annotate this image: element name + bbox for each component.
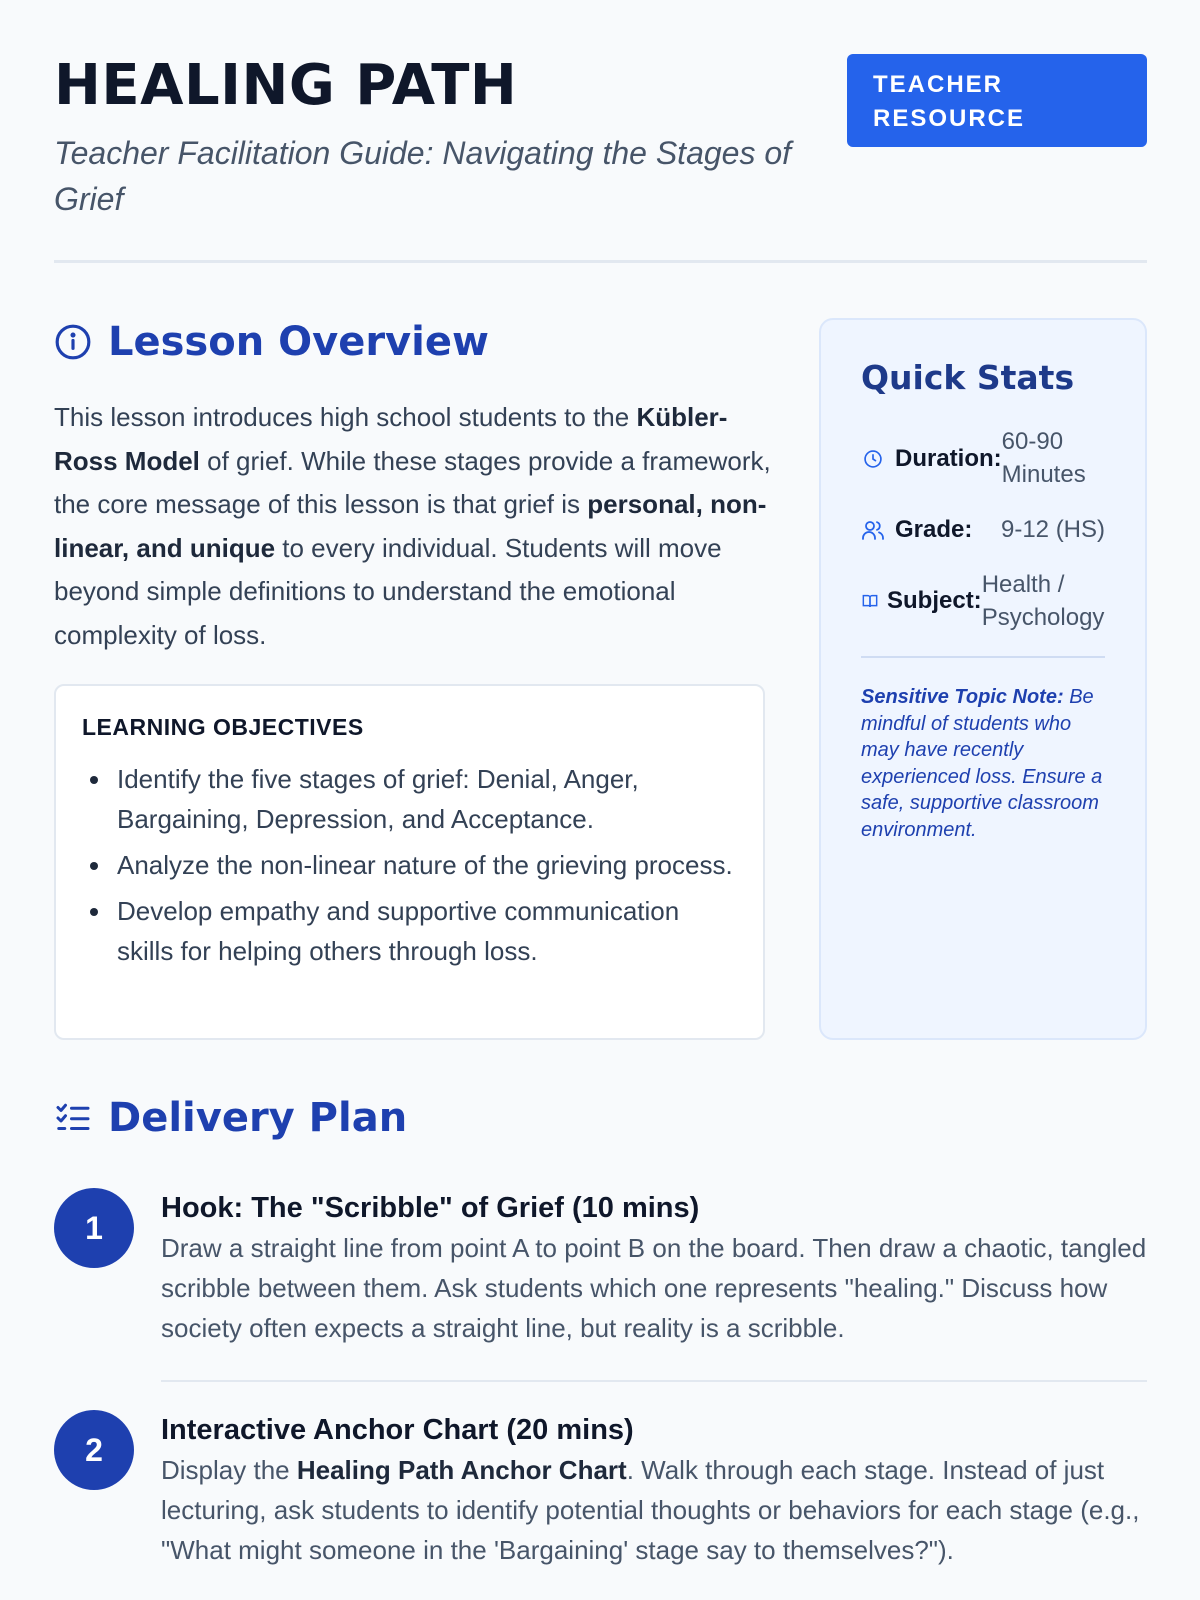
delivery-step	[54, 1410, 1147, 1580]
page	[54, 0, 1147, 1600]
overview-bold-model: Kübler-Ross Model	[54, 402, 728, 476]
sensitive-topic-note	[861, 684, 1105, 843]
step-number: 2	[54, 1410, 134, 1490]
page-header	[54, 53, 1147, 217]
objective-item: Develop empathy and supportive communication skills for helping others through loss.	[82, 891, 737, 971]
note-label: Sensitive Topic Note:	[861, 686, 1064, 708]
overview-bold-unique: personal, non-linear, and unique	[54, 489, 767, 563]
overview-text-1: This lesson introduces high school students to the	[54, 402, 637, 432]
objective-item: Identify the five stages of grief: Denial, Anger, Bargaining, Depression, and Acceptance.	[82, 759, 737, 839]
stat-grade	[861, 513, 1105, 546]
stat-duration	[861, 427, 1105, 491]
step-body	[161, 1188, 1147, 1348]
overview-heading: Lesson Overview	[108, 319, 489, 365]
overview-text-2: of grief. While these stages provide a framework, the core message of this lesson is that grief is	[54, 445, 771, 519]
delivery-heading-row	[54, 1094, 407, 1142]
step-text-bold: Healing Path Anchor Chart	[296, 1455, 627, 1485]
stats-divider	[861, 656, 1105, 658]
step-body	[161, 1410, 1147, 1570]
step-number: 1	[54, 1188, 134, 1268]
step-text	[161, 1450, 1147, 1570]
objectives-title: LEARNING OBJECTIVES	[82, 714, 364, 740]
book-icon	[861, 589, 879, 613]
stat-subject	[861, 568, 1105, 634]
step-divider	[161, 1380, 1147, 1382]
overview-text-3: to every individual. Students will move beyond simple definitions to understand the emotional complexity of loss.	[54, 532, 722, 650]
objective-item: Analyze the non-linear nature of the grieving process.	[82, 845, 737, 885]
users-icon	[861, 518, 885, 542]
step-title: Interactive Anchor Chart (20 mins)	[161, 1414, 634, 1446]
stat-duration-label: Duration:	[895, 445, 1002, 472]
stat-duration-value: 60-90 Minutes	[1001, 428, 1086, 488]
header-divider	[54, 260, 1147, 263]
step-text: Draw a straight line from point A to point B on the board. Then draw a chaotic, tangled scribble between them. Ask students which one represents "healing." Discuss how society often expects a straight line, but reality is a scribble.	[161, 1233, 1147, 1343]
delivery-step	[54, 1188, 1147, 1348]
quick-stats-card	[819, 318, 1147, 1040]
learning-objectives-card	[54, 684, 765, 1040]
stat-subject-label: Subject:	[887, 587, 982, 614]
stat-grade-label: Grade:	[895, 515, 973, 543]
badge-line-1: TEACHER	[873, 71, 1004, 98]
overview-heading-row	[54, 318, 489, 366]
page-title: HEALING PATH	[54, 53, 518, 118]
page-subtitle: Teacher Facilitation Guide: Navigating the Stages of Grief	[54, 135, 792, 217]
step-text-pre: Display the	[161, 1455, 297, 1485]
badge-line-2: RESOURCE	[873, 105, 1026, 132]
stat-grade-value: 9-12 (HS)	[1000, 516, 1106, 543]
clock-icon	[861, 447, 885, 471]
step-text-post: . Walk through each stage. Instead of just lecturing, ask students to identify potential thoughts or behaviors for each stage (e.g., "What might someone in the 'Bargaining' stage say to themselves?").	[161, 1455, 1140, 1565]
note-text: Be mindful of students who may have recently experienced loss. Ensure a safe, supportive classroom environment.	[861, 686, 1103, 841]
checklist-icon	[54, 1099, 92, 1137]
objectives-list	[82, 759, 737, 971]
overview-paragraph	[54, 396, 774, 657]
info-icon	[54, 323, 92, 361]
delivery-heading: Delivery Plan	[108, 1095, 408, 1141]
teacher-resource-badge	[847, 54, 1147, 147]
step-title: Hook: The "Scribble" of Grief (10 mins)	[161, 1192, 700, 1224]
stat-subject-value: Health / Psychology	[981, 571, 1105, 631]
quick-stats-title: Quick Stats	[861, 358, 1075, 397]
